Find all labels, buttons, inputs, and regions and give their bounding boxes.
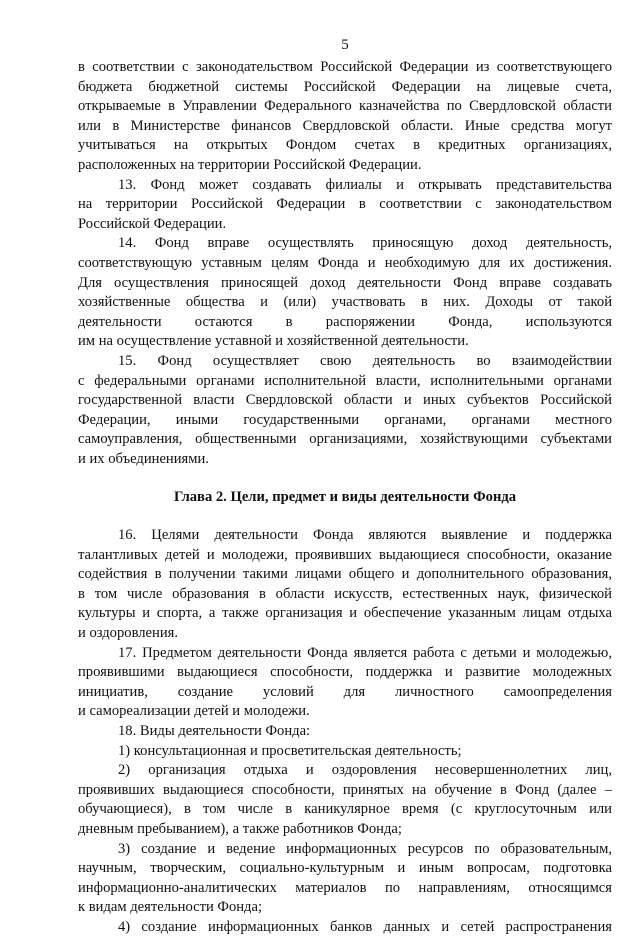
text-line: в соответствии с законодательством Российской Федерации из соответствующего (78, 59, 612, 75)
text-line: к видам деятельности Фонда; (78, 899, 263, 916)
text-line: 13. Фонд может создавать филиалы и открывать представительства (118, 176, 612, 193)
text-line: бюджета бюджетной системы Российской Федерации на лицевые счета, (78, 78, 612, 95)
text-line: самоуправления, общественными организациями, хозяйствующими субъектами (78, 431, 612, 448)
text-line: обучающиеся), в том числе в каникулярное время (с круглосуточным или (78, 801, 612, 818)
document-page (78, 36, 612, 938)
text-line: хозяйственные общества и (или) участвовать в них. Доходы от такой (78, 294, 612, 311)
text-line: 4) создание информационных банков данных и сетей распространения (118, 918, 612, 935)
text-line: 3) создание и ведение информационных ресурсов по образовательным, (118, 840, 612, 857)
chapter-heading: Глава 2. Цели, предмет и виды деятельности Фонда (173, 489, 517, 506)
text-block-sections-12-15 (78, 58, 612, 469)
text-line: культуры и спорта, а также организация и обеспечение указанным лицам отдыха (78, 605, 612, 622)
text-line: в том числе образования в области искусств, естественных наук, физической (78, 585, 612, 602)
text-line: научным, творческим, социально-культурным и иным вопросам, подготовка (78, 860, 612, 877)
text-line: 1) консультационная и просветительская деятельность; (118, 742, 462, 759)
text-line: Для осуществления приносящей доход деятельности Фонд вправе создавать (78, 274, 612, 291)
text-line: и их объединениями. (78, 450, 209, 467)
text-line: государственной власти Свердловской области и иных субъектов Российской (78, 392, 612, 409)
text-line: 18. Виды деятельности Фонда: (118, 723, 311, 739)
text-line: открываемые в Управлении Федерального казначейства по Свердловской области (78, 98, 612, 115)
text-line: дневным пребыванием), а также работников Фонда; (78, 820, 402, 837)
text-line: с федеральными органами исполнительной власти, исполнительными органами (78, 372, 612, 389)
page-number: 5 (341, 37, 349, 53)
text-line: 15. Фонд осуществляет свою деятельность во взаимодействии (118, 352, 612, 369)
text-line: Российской Федерации. (78, 215, 227, 232)
text-line: Федерации, иными государственными органами, органами местного (78, 411, 612, 428)
text-line: учитываться на открытых Фондом счетах в кредитных организациях, (78, 137, 612, 154)
text-line: 17. Предметом деятельности Фонда является работа с детьми и молодежью, (118, 644, 612, 661)
text-line: и оздоровления. (78, 625, 179, 642)
text-line: 16. Целями деятельности Фонда являются выявление и поддержка (118, 527, 612, 544)
text-line: содействия в получении такими лицами общего и дополнительного образования, (78, 566, 612, 583)
text-line: расположенных на территории Российской Федерации. (78, 156, 422, 173)
text-line: на территории Российской Федерации в соответствии с законодательством (78, 196, 612, 213)
text-line: или в Министерстве финансов Свердловской области. Иные средства могут (78, 117, 612, 134)
text-line: 14. Фонд вправе осуществлять приносящую доход деятельность, (118, 235, 612, 252)
text-line: инициатив, создание условий для личностного самоопределения (78, 683, 612, 700)
text-line: информационно-аналитических материалов по направлениям, относящимся (78, 879, 612, 896)
text-line: и самореализации детей и молодежи. (78, 703, 310, 720)
text-line: проявивших выдающиеся способности, принятых на обучение в Фонд (далее – (78, 781, 612, 798)
text-block-sections-16-18 (78, 526, 612, 937)
text-line: соответствующую уставным целям Фонда и необходимую для их достижения. (78, 254, 612, 271)
text-line: 2) организация отдыха и оздоровления несовершеннолетних лиц, (118, 762, 612, 779)
text-line: проявившими выдающиеся способности, поддержка и развитие молодежных (78, 664, 612, 681)
text-line: деятельности остаются в распоряжении Фонда, используются (78, 313, 612, 330)
text-line: им на осуществление уставной и хозяйственной деятельности. (78, 333, 469, 350)
text-line: талантливых детей и молодежи, проявивших выдающиеся способности, оказание (78, 546, 612, 563)
